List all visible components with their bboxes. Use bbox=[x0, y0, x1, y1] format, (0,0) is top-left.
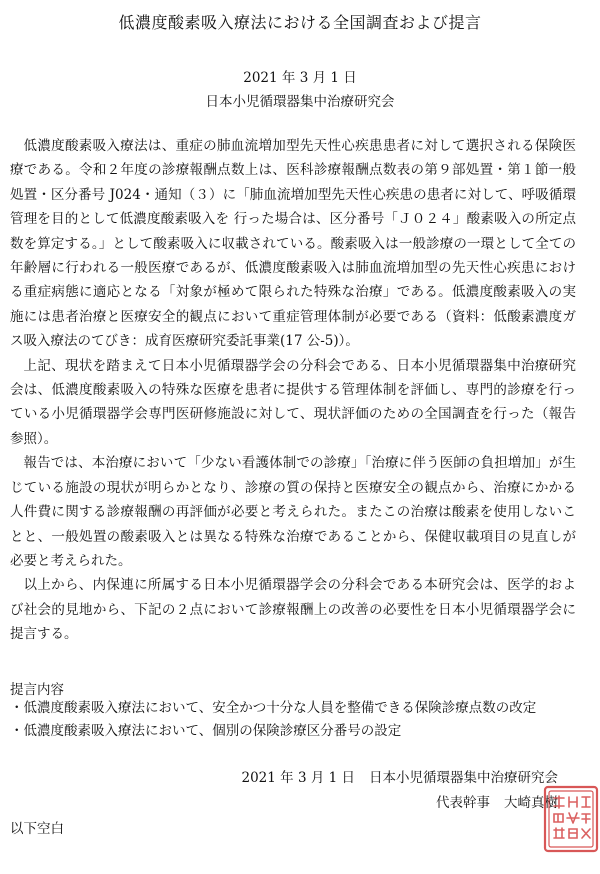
seal-stamp-icon bbox=[542, 784, 600, 854]
document-organization: 日本小児循環器集中治療研究会 bbox=[205, 94, 395, 110]
paragraph-2: 上記、現状を踏まえて日本小児循環器学会の分科会である、日本小児循環器集中治療研究会は、低濃度酸素吸入の特殊な医療を患者に提供する管理体制を評価し、専門的診療を行っている小児循環器学会専門医研修施設に対して、現状評価のための全国調査を行った（報告参照）。 bbox=[10, 357, 576, 447]
signature-person bbox=[422, 791, 558, 811]
signature-date-organization bbox=[228, 766, 559, 786]
signature-role: 代表幹事 bbox=[436, 795, 490, 811]
paragraph-4: 以上から、内保連に所属する日本小児循環器学会の分科会である本研究会は、医学的および社会的見地から、下記の２点において診療報酬上の改善の必要性を日本小児循環器学会に提言する。 bbox=[10, 577, 576, 643]
signature-date: 2021 年 3 月 1 日 bbox=[241, 770, 355, 786]
paragraph-3: 報告では、本治療において「少ない看護体制での診療」「治療に伴う医師の負担増加」が生じている施設の現状が明らかとなり、診療の質の保持と医療安全の観点から、治療にかかる人件費に関する診療報酬の再評価が必要と考えられた。またこの治療は酸素を使用しないことと、一般処置の酸素吸入とは異なる特殊な治療であることから、保健収載項目の見直しが必要と考えられた。 bbox=[10, 455, 576, 569]
proposal-item: ・低濃度酸素吸入療法において、個別の保険診療区分番号の設定 bbox=[10, 723, 402, 739]
proposal-heading: 提言内容 bbox=[10, 682, 64, 698]
proposal-item: ・低濃度酸素吸入療法において、安全かつ十分な人員を整備できる保険診療点数の改定 bbox=[10, 700, 537, 716]
document-date: 2021 年 3 月 1 日 bbox=[243, 70, 357, 86]
proposal-list bbox=[10, 697, 536, 743]
document-body bbox=[10, 134, 576, 647]
closing-text: 以下空白 bbox=[10, 821, 64, 837]
document-title: 低濃度酸素吸入療法における全国調査および提言 bbox=[118, 13, 482, 32]
signature-name: 大崎真樹 bbox=[504, 795, 558, 811]
signature-organization: 日本小児循環器集中治療研究会 bbox=[369, 770, 558, 786]
paragraph-1: 低濃度酸素吸入療法は、重症の肺血流増加型先天性心疾患患者に対して選択される保険医療である。令和２年度の診療報酬点数上は、医科診療報酬点数表の第９部処置・第１節一般処置・区分番号 J024・通知（３）に「肺血流増加型先天性心疾患の患者に対して、呼吸循環管理を目的として低濃度酸素吸入を 行った場合は、区分番号「Ｊ０２４」酸素吸入の所定点数を算定する。」として酸素吸入に収載されている。酸素吸入は一般診療の一環として全ての年齢層に行われる一般医療であるが、低濃度酸素吸入は肺血流増加型の先天性心疾患における重症病態に適応となる「対象が極めて限られた特殊な治療」である。低濃度酸素吸入の実施には患者治療と医療安全的観点において重症管理体制が必要である（資料：低酸素濃度ガス吸入療法のてびき：成育医療研究委託事業(17 公-5)）。 bbox=[10, 138, 576, 350]
